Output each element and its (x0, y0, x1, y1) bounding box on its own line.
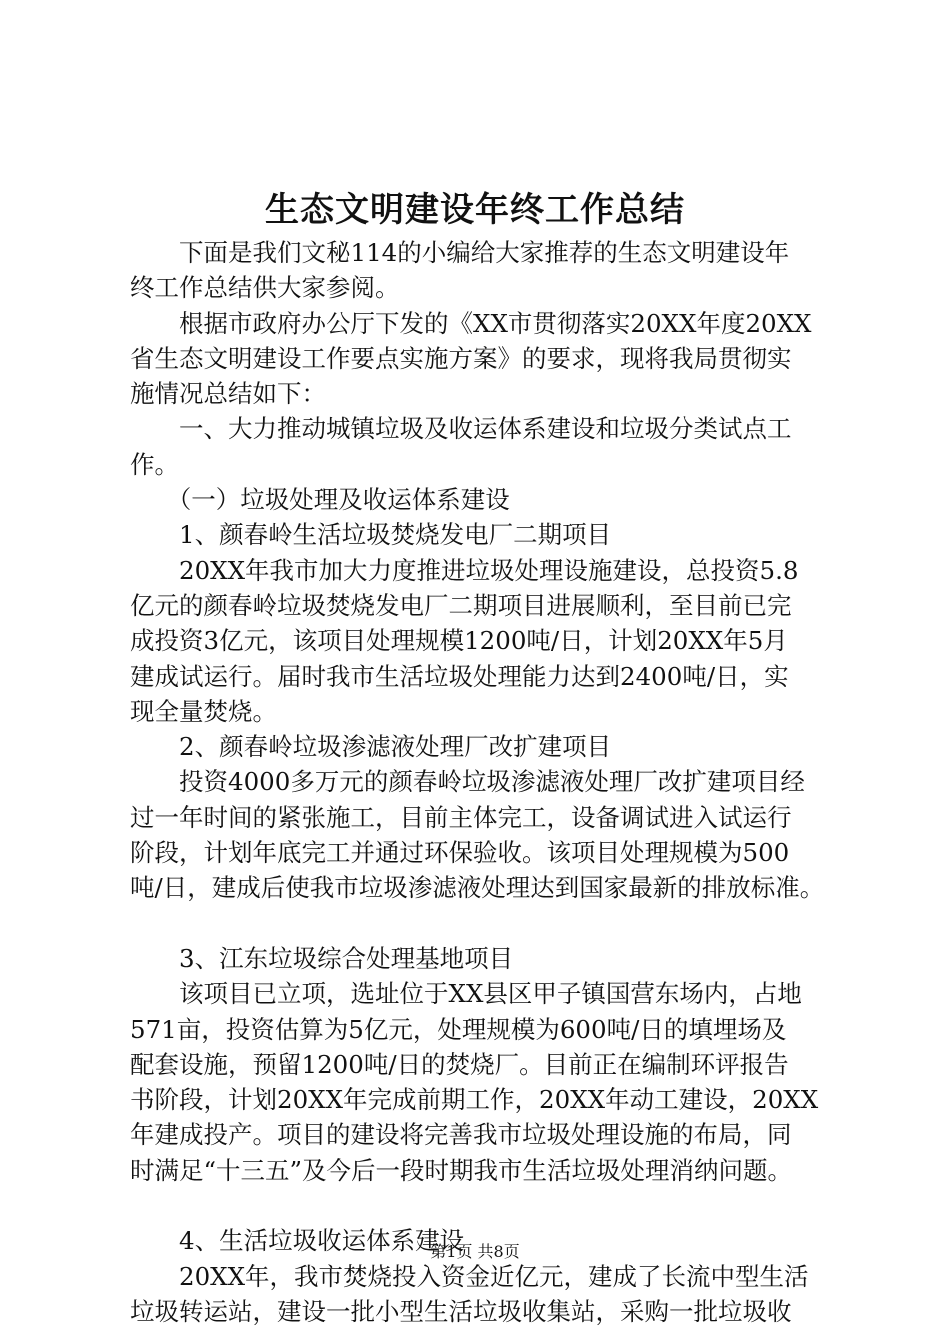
body-line: 一、大力推动城镇垃圾及收运体系建设和垃圾分类试点工 (130, 414, 792, 444)
body-line: 现全量焚烧。 (130, 696, 277, 726)
body-line: 571亩，投资估算为5亿元，处理规模为600吨/日的填埋场及 (130, 1014, 787, 1044)
page-number-footer: 第1页 共8页 (430, 1242, 520, 1261)
body-line: 配套设施，预留1200吨/日的焚烧厂。目前正在编制环评报告 (130, 1049, 789, 1079)
document-title: 生态文明建设年终工作总结 (265, 190, 685, 230)
paragraph-gap (130, 1188, 840, 1223)
body-line: 成投资3亿元，该项目处理规模1200吨/日，计划20XX年5月 (130, 626, 788, 656)
body-line: 垃圾转运站，建设一批小型生活垃圾收集站，采购一批垃圾收 (130, 1296, 792, 1326)
body-line: 省生态文明建设工作要点实施方案》的要求，现将我局贯彻实 (130, 343, 792, 373)
body-line: 建成试运行。届时我市生活垃圾处理能力达到2400吨/日，实 (130, 661, 789, 691)
body-line: 阶段，计划年底完工并通过环保验收。该项目处理规模为500 (130, 838, 790, 868)
body-line: 1、颜春岭生活垃圾焚烧发电厂二期项目 (130, 520, 612, 550)
body-line: 下面是我们文秘114的小编给大家推荐的生态文明建设年 (130, 238, 790, 267)
body-line: 投资4000多万元的颜春岭垃圾渗滤液处理厂改扩建项目经 (130, 767, 805, 797)
document-body (130, 235, 840, 1329)
body-line: 该项目已立项，选址位于XX县区甲子镇国营东场内，占地 (130, 979, 802, 1009)
body-line: 20XX年我市加大力度推进垃圾处理设施建设，总投资5.8 (130, 555, 799, 585)
body-line: 根据市政府办公厅下发的《XX市贯彻落实20XX年度20XX (130, 308, 812, 338)
body-line: 亿元的颜春岭垃圾焚烧发电厂二期项目进展顺利，至目前已完 (130, 590, 792, 620)
body-line: 过一年时间的紧张施工，目前主体完工，设备调试进入试运行 (130, 802, 792, 832)
body-line: 作。 (130, 449, 179, 479)
body-line: 施情况总结如下： (130, 379, 326, 409)
body-line: 书阶段，计划20XX年完成前期工作，20XX年动工建设，20XX (130, 1085, 819, 1115)
paragraph-gap (130, 906, 840, 941)
body-line: 年建成投产。项目的建设将完善我市垃圾处理设施的布局，同 (130, 1120, 792, 1150)
body-line: 3、江东垃圾综合处理基地项目 (130, 943, 514, 973)
body-line: （一）垃圾处理及收运体系建设 (130, 485, 510, 515)
body-line: 时满足“十三五”及今后一段时期我市生活垃圾处理消纳问题。 (130, 1155, 793, 1185)
body-line: 20XX年，我市焚烧投入资金近亿元，建成了长流中型生活 (130, 1261, 809, 1291)
body-line: 2、颜春岭垃圾渗滤液处理厂改扩建项目 (130, 732, 612, 762)
body-line: 吨/日，建成后使我市垃圾渗滤液处理达到国家最新的排放标准。 (130, 873, 825, 903)
body-line: 4、生活垃圾收运体系建设 (130, 1226, 465, 1256)
body-line: 终工作总结供大家参阅。 (130, 273, 400, 303)
